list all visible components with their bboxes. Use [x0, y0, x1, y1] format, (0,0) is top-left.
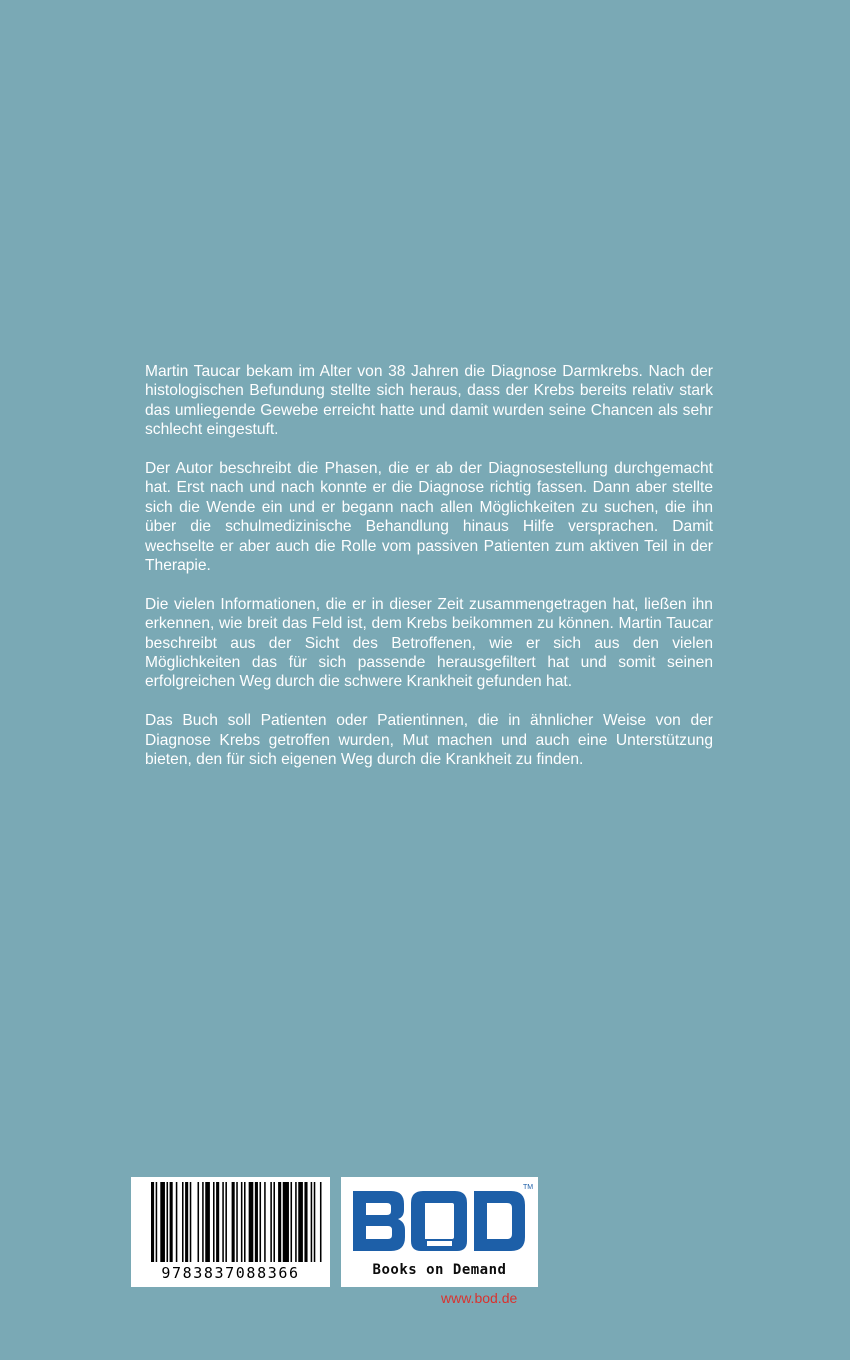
barcode-bar	[260, 1182, 262, 1262]
blurb-paragraph-4: Das Buch soll Patienten oder Patientinnen, die in ähnlicher Weise von der Diagnose Krebs getroffen wurden, Mut machen und auch eine Unterstützung bieten, den für sich eigenen Weg durch die Krankheit zu finden.	[145, 712, 713, 769]
barcode-bar	[278, 1182, 281, 1262]
barcode-bar	[255, 1182, 258, 1262]
isbn-barcode	[131, 1177, 330, 1287]
barcode-bar	[222, 1182, 224, 1262]
barcode-bar	[264, 1182, 266, 1262]
barcode-bar	[283, 1182, 289, 1262]
barcode-bar	[314, 1182, 316, 1262]
publisher-url[interactable]: www.bod.de	[441, 1290, 518, 1306]
barcode-bar	[273, 1182, 275, 1262]
barcode-bar	[190, 1182, 192, 1262]
barcode-bar	[311, 1182, 313, 1262]
barcode-bar	[202, 1182, 204, 1262]
barcode-bar	[213, 1182, 215, 1262]
blurb-paragraph-2: Der Autor beschreibt die Phasen, die er ab der Diagnosestellung durchgemacht hat. Erst nach und nach konnte er die Diagnose richtig fassen. Dann aber stellte sich die Wende ein und er begann nach allen Möglichkeiten zu suchen, die ihn über die schulmedizinische Behandlung hinaus Hilfe versprachen. Damit wechselte er aber auch die Rolle vom passiven Patienten zum aktiven Teil in der Therapie.	[145, 460, 713, 575]
barcode-bar	[170, 1182, 173, 1262]
barcode-bar	[298, 1182, 303, 1262]
barcode-bar	[270, 1182, 272, 1262]
blurb-paragraph-3: Die vielen Informationen, die er in dieser Zeit zusammengetragen hat, ließen ihn erkennen, wie breit das Feld ist, dem Krebs beikommen zu können. Martin Taucar beschreibt aus der Sicht des Betroffenen, wie er sich aus den vielen Möglichkeiten das für sich passende herausgefiltert hat und somit seinen erfolgreichen Weg durch die schwere Krankheit gefunden hat.	[145, 595, 713, 691]
barcode-bar	[241, 1182, 243, 1262]
barcode-bar	[320, 1182, 322, 1262]
isbn-number: 9783837088366	[161, 1264, 300, 1282]
barcode-bar	[160, 1182, 165, 1262]
barcode-bar	[295, 1182, 297, 1262]
barcode-bar	[291, 1182, 293, 1262]
barcode-bar	[236, 1182, 238, 1262]
barcode-bar	[225, 1182, 227, 1262]
publisher-tagline: Books on Demand	[372, 1262, 507, 1278]
barcode-bar	[198, 1182, 200, 1262]
barcode-bar	[205, 1182, 210, 1262]
barcode-bar	[232, 1182, 235, 1262]
barcode-bar	[244, 1182, 246, 1262]
barcode-bar	[304, 1182, 307, 1262]
barcode-bar	[176, 1182, 178, 1262]
barcode-bar	[156, 1182, 158, 1262]
publisher-logo	[341, 1177, 538, 1287]
bod-logo-icon	[341, 1177, 538, 1262]
barcode-bar	[151, 1182, 154, 1262]
blurb-text	[145, 362, 713, 769]
barcode-bar	[249, 1182, 254, 1262]
barcode-bar	[185, 1182, 188, 1262]
trademark-mark: TM	[523, 1184, 534, 1191]
barcode-bar	[167, 1182, 169, 1262]
barcode-bar	[216, 1182, 219, 1262]
barcode-bar	[182, 1182, 184, 1262]
blurb-paragraph-1: Martin Taucar bekam im Alter von 38 Jahren die Diagnose Darmkrebs. Nach der histologischen Befundung stellte sich heraus, dass der Krebs bereits relativ stark das umliegende Gewebe erreicht hatte und damit wurden seine Chancen als sehr schlecht eingestuft.	[145, 363, 713, 439]
